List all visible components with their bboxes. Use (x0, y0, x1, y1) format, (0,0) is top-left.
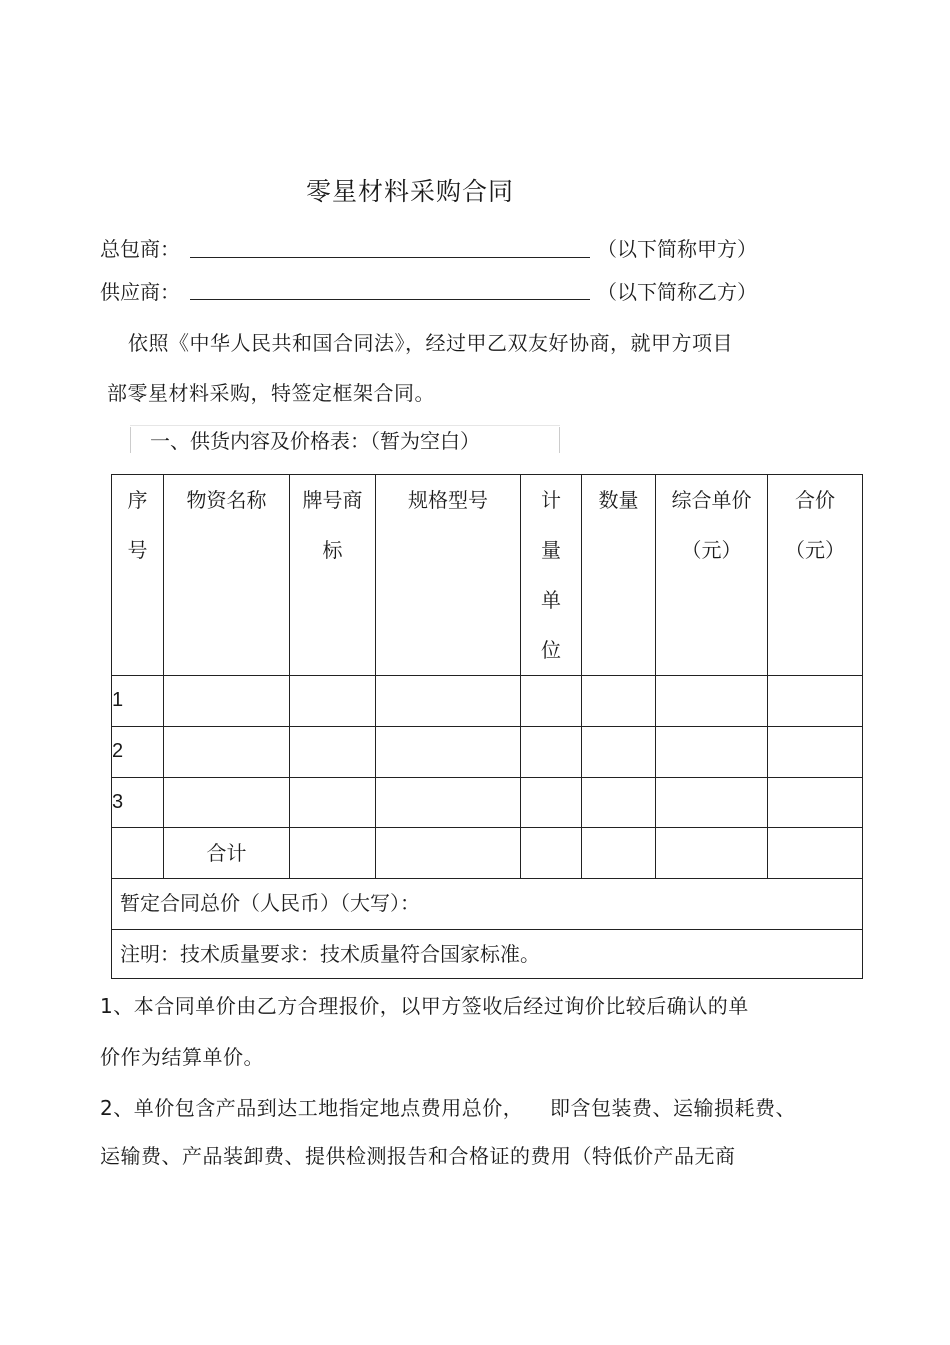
table-cell[interactable] (164, 778, 290, 828)
header-unit-price: 综合单价 （元） (656, 475, 768, 676)
table-cell[interactable] (376, 676, 521, 727)
sum-row (112, 828, 863, 879)
table-cell[interactable] (376, 778, 521, 828)
clause-2-line-1a: 2、单价包含产品到达工地指定地点费用总价， (100, 1096, 524, 1120)
table-row (112, 727, 863, 778)
table-row (112, 676, 863, 727)
table-cell[interactable] (521, 676, 582, 727)
table-cell[interactable] (290, 828, 376, 879)
sum-label: 合计 (164, 828, 290, 879)
table-cell[interactable] (164, 676, 290, 727)
clause-2-line-2: 运输费、产品装卸费、提供检测报告和合格证的费用（特低价产品无商 (100, 1144, 736, 1168)
table-cell[interactable] (656, 727, 768, 778)
intro-line-2: 部零星材料采购，特签定框架合同。 (107, 381, 435, 405)
table-cell[interactable] (656, 778, 768, 828)
table-cell[interactable] (656, 676, 768, 727)
section-1-heading: 一、供货内容及价格表：（暂为空白） (150, 429, 480, 453)
table-cell[interactable] (582, 727, 656, 778)
table-cell[interactable] (376, 727, 521, 778)
table-cell[interactable] (768, 676, 863, 727)
note-row (112, 930, 863, 979)
table-cell[interactable] (521, 828, 582, 879)
document-title: 零星材料采购合同 (305, 177, 514, 206)
table-cell[interactable] (164, 727, 290, 778)
table-cell[interactable] (582, 676, 656, 727)
quality-note: 注明：技术质量要求：技术质量符合国家标准。 (112, 930, 863, 979)
table-header-row (112, 475, 863, 676)
contract-total-label[interactable]: 暂定合同总价（人民币）（大写）： (112, 879, 863, 930)
table-cell[interactable] (768, 778, 863, 828)
section-heading-box (130, 425, 560, 453)
header-quantity: 数量 (582, 475, 656, 676)
header-brand: 牌号商 标 (290, 475, 376, 676)
supplier-blank-line[interactable] (190, 299, 590, 300)
contractor-suffix: （以下简称甲方） (597, 237, 757, 261)
goods-price-table (111, 474, 863, 979)
supplier-label: 供应商： (100, 280, 180, 304)
header-total-price: 合价 （元） (768, 475, 863, 676)
table-cell[interactable] (290, 676, 376, 727)
row-number: 2 (112, 727, 164, 778)
contractor-label: 总包商： (100, 237, 180, 261)
header-spec-model: 规格型号 (376, 475, 521, 676)
clause-1-line-2: 价作为结算单价。 (100, 1045, 264, 1069)
table-cell[interactable] (376, 828, 521, 879)
supplier-suffix: （以下简称乙方） (597, 280, 757, 304)
contractor-blank-line[interactable] (190, 257, 590, 258)
table-row (112, 778, 863, 828)
table-cell[interactable] (290, 778, 376, 828)
row-number: 1 (112, 676, 164, 727)
table-cell[interactable] (768, 727, 863, 778)
header-material-name: 物资名称 (164, 475, 290, 676)
total-row (112, 879, 863, 930)
header-unit: 计 量 单 位 (521, 475, 582, 676)
table-cell (112, 828, 164, 879)
table-cell[interactable] (582, 778, 656, 828)
row-number: 3 (112, 778, 164, 828)
intro-line-1: 依照《中华人民共和国合同法》，经过甲乙双友好协商，就甲方项目 (128, 331, 733, 355)
clause-2-line-1b: 即含包装费、运输损耗费、 (550, 1096, 796, 1120)
clause-1-line-1: 1、本合同单价由乙方合理报价，以甲方签收后经过询价比较后确认的单 (100, 994, 749, 1018)
table-cell[interactable] (768, 828, 863, 879)
table-cell[interactable] (521, 727, 582, 778)
table-cell[interactable] (582, 828, 656, 879)
table-cell[interactable] (656, 828, 768, 879)
table-cell[interactable] (521, 778, 582, 828)
table-cell[interactable] (290, 727, 376, 778)
header-seq: 序 号 (112, 475, 164, 676)
